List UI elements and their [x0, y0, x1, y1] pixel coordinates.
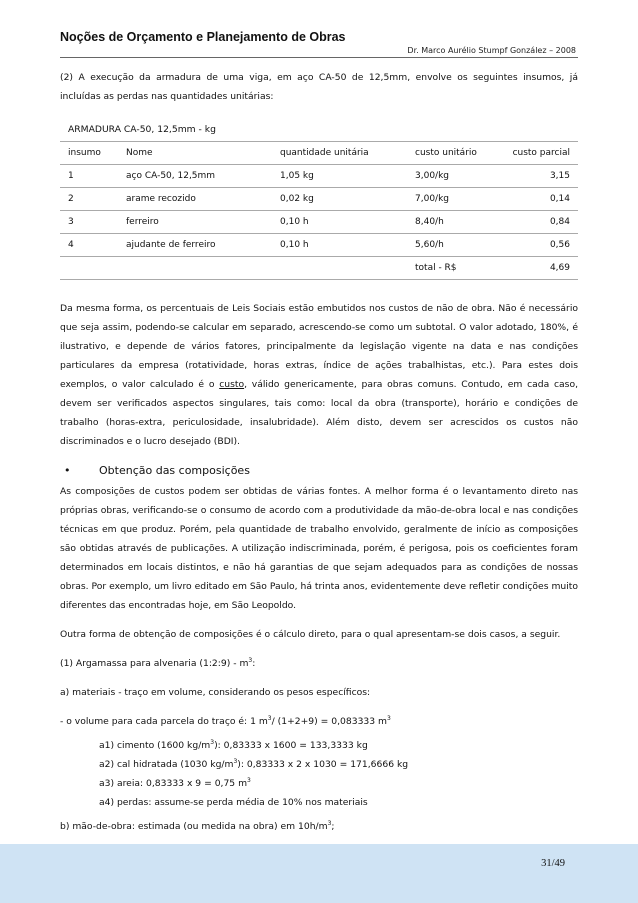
table-row: [60, 188, 578, 211]
table-cell: 3,00/kg: [407, 165, 493, 188]
table-cell: 0,56: [493, 234, 578, 257]
page-header-author: Dr. Marco Aurélio Stumpf González – 2008: [407, 46, 576, 55]
compositions-paragraph: As composições de custos podem ser obtidas de várias fontes. A melhor forma é o levantamento direto nas próprias obras, verificando-se o consumo de acordo com a produtividade da mão-de-obra local e nas condições técnicas em que produz. Porém, pela quantidade de trabalho envolvido, geralmente de início as composições são obtidas através de publicações. A utilização indiscriminada, porém, é perigosa, pois os coeficientes foram determinados em locais distintos, e não há garantias de que sejam adequados para as condições de nossas obras. Por exemplo, um livro editado em São Paulo, há trinta anos, evidentemente deve refletir condições muito diferentes das encontradas hoje, em São Leopoldo.: [60, 486, 578, 611]
inputs-table: [60, 142, 578, 280]
table-cell: 1,05 kg: [272, 165, 407, 188]
table-cell: 0,14: [493, 188, 578, 211]
table-cell: 1: [60, 165, 118, 188]
table-cell: 5,60/h: [407, 234, 493, 257]
page-number: 31/49: [541, 858, 565, 869]
case1-a2: a2) cal hidratada (1030 $kg/m^3$): 0,83333 x 2 x 1030 = 171,6666 kg: [99, 757, 409, 770]
footer-bar: [0, 844, 638, 903]
page-header-title: Noções de Orçamento e Planejamento de Obras: [60, 30, 346, 44]
col-header-quantidade: quantidade unitária: [272, 142, 407, 165]
table-cell: 4: [60, 234, 118, 257]
section-heading: [60, 460, 578, 482]
underlined-word: custo: [219, 379, 245, 390]
case1-a4: a4) perdas: assume-se perda média de 10% nos materiais: [99, 797, 368, 808]
table-cell: 8,40/h: [407, 211, 493, 234]
col-header-insumo: insumo: [60, 142, 118, 165]
table-cell: 0,10 h: [272, 211, 407, 234]
total-label: total - R$: [407, 257, 493, 280]
table-cell: ferreiro: [118, 211, 272, 234]
bullet-icon: •: [64, 464, 71, 477]
case1-a1: a1) cimento (1600 $kg/m^3$): 0,83333 x 1600 = 133,3333 kg: [99, 738, 368, 751]
table-row: [60, 234, 578, 257]
intro-paragraph: (2) A execução da armadura de uma viga, em aço CA-50 de 12,5mm, envolve os seguintes insumos, já incluídas as perdas nas quantidades unitárias:: [60, 72, 578, 102]
table-cell: 0,84: [493, 211, 578, 234]
case1-title: (1) Argamassa para alvenaria (1:2:9) - $m^3$:: [60, 656, 256, 669]
table-cell: ajudante de ferreiro: [118, 234, 272, 257]
table-cell: aço CA-50, 12,5mm: [118, 165, 272, 188]
header-divider: [60, 57, 578, 58]
table-cell: 3: [60, 211, 118, 234]
section-title: Obtenção das composições: [99, 464, 250, 477]
social-charges-paragraph: Da mesma forma, os percentuais de Leis Sociais estão embutidos nos custos de não de obra. Não é necessário que seja assim, podendo-se calcular em separado, acrescendo-se como um subtotal. O valor adotado, 180%, é ilustrativo, e depende de vários fatores, principalmente da legislação vigente na data e nas condições particulares da empresa (rotatividade, horas extras, índice de ações trabalhistas, etc.). Para estes dois exemplos, o valor calculado é o custo, válido genericamente, para obras comuns. Contudo, em cada caso, devem ser verificados aspectos singulares, tais como: local da obra (transporte), horário e condições de trabalho (horas-extra, periculosidade, insalubridade). Além disto, devem ser acrescidos os custos não discriminados e o lucro desejado (BDI).: [60, 303, 578, 447]
table-row: [60, 165, 578, 188]
case1-materials: a) materiais - traço em volume, considerando os pesos específicos:: [60, 687, 371, 698]
table-cell: arame recozido: [118, 188, 272, 211]
table-cell: 7,00/kg: [407, 188, 493, 211]
table-cell: 2: [60, 188, 118, 211]
case1-labor: b) mão-de-obra: estimada (ou medida na obra) em $10h/m^3$;: [60, 819, 335, 832]
document-body: [60, 68, 578, 865]
col-header-custo-unitario: custo unitário: [407, 142, 493, 165]
table-header-row: [60, 142, 578, 165]
table-cell: 3,15: [493, 165, 578, 188]
inputs-table-block: [60, 119, 578, 280]
col-header-custo-parcial: custo parcial: [493, 142, 578, 165]
table-row: [60, 211, 578, 234]
total-value: 4,69: [493, 257, 578, 280]
table-cell: 0,10 h: [272, 234, 407, 257]
table-title: ARMADURA CA-50, 12,5mm - kg: [60, 119, 578, 142]
direct-calc-paragraph: Outra forma de obtenção de composições é o cálculo direto, para o qual apresentam-se dois casos, a seguir.: [60, 629, 561, 640]
table-total-row: [60, 257, 578, 280]
col-header-nome: Nome: [118, 142, 272, 165]
case1-a3: a3) areia: 0,83333 x 9 = 0,75 $m^3$: [99, 776, 251, 789]
case1-volume: - o volume para cada parcela do traço é: 1 $m^3/$ (1+2+9) = 0,083333 $m^3$: [60, 714, 391, 727]
table-cell: 0,02 kg: [272, 188, 407, 211]
